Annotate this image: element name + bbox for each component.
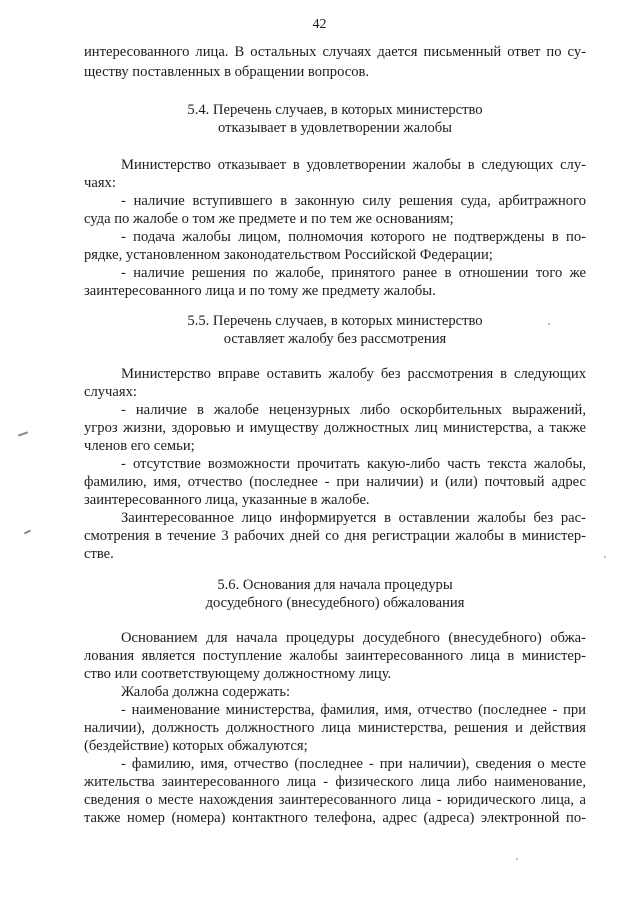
text-line: фамилию, имя, отчество (последнее - при наличии) и (или) почтовый адрес xyxy=(84,474,586,490)
text-line: Министерство отказывает в удовлетворении жалобы в следующих слу- xyxy=(121,157,586,173)
text-line: - фамилию, имя, отчество (последнее - при наличии), сведения о месте xyxy=(121,756,586,772)
scan-dot xyxy=(548,323,550,325)
text-line: суда по жалобе о том же предмете и по тем же основаниям; xyxy=(84,211,454,227)
text-line: 5.6. Основания для начала процедуры xyxy=(217,577,453,593)
text-line: угроз жизни, здоровью и имуществу должностных лиц министерства, а также xyxy=(84,420,586,436)
text-line: жительства заинтересованного лица - физического лица либо наименование, xyxy=(84,774,586,790)
text-line: стве. xyxy=(84,546,114,562)
scan-dot xyxy=(604,556,606,558)
text-line: Основанием для начала процедуры досудебного (внесудебного) обжа- xyxy=(121,630,586,646)
text-line: Жалоба должна содержать: xyxy=(121,684,291,700)
text-line: лования является поступление жалобы заинтересованного лица в министер- xyxy=(84,648,586,664)
text-line: - отсутствие возможности прочитать какую-либо часть текста жалобы, xyxy=(121,456,586,472)
text-line: 5.5. Перечень случаев, в которых министерство xyxy=(187,313,483,329)
scan-mark xyxy=(24,530,31,535)
text-line: отказывает в удовлетворении жалобы xyxy=(218,120,452,136)
text-line: - наличие в жалобе нецензурных либо оскорбительных выражений, xyxy=(121,402,586,418)
text-line: случаях: xyxy=(84,384,137,400)
text-line: заинтересованного лица и по тому же предмету жалобы. xyxy=(84,283,436,299)
text-line: смотрения в течение 3 рабочих дней со дня регистрации жалобы в министер- xyxy=(84,528,586,544)
text-line: досудебного (внесудебного) обжалования xyxy=(205,595,465,611)
text-line: заинтересованного лица, указанные в жалобе. xyxy=(84,492,370,508)
text-line: - наименование министерства, фамилия, имя, отчество (последнее - при xyxy=(121,702,586,718)
text-line: - подача жалобы лицом, полномочия которого не подтверждены в по- xyxy=(121,229,586,245)
text-line: рядке, установленном законодательством Российской Федерации; xyxy=(84,247,493,263)
text-line: чаях: xyxy=(84,175,116,191)
scan-dot xyxy=(516,858,518,860)
text-line: (бездействие) которых обжалуются; xyxy=(84,738,308,754)
text-line: оставляет жалобу без рассмотрения xyxy=(223,331,447,347)
text-line: наличии), должность должностного лица министерства, решения и действия xyxy=(84,720,586,736)
page-number: 42 xyxy=(312,17,327,32)
text-line: ство или соответствующему должностному лицу. xyxy=(84,666,392,682)
text-line: Министерство вправе оставить жалобу без рассмотрения в следующих xyxy=(121,366,586,382)
text-line: ществу поставленных в обращении вопросов. xyxy=(84,64,370,80)
text-line: Заинтересованное лицо информируется в оставлении жалобы без рас- xyxy=(121,510,586,526)
text-line: - наличие решения по жалобе, принятого ранее в отношении того же xyxy=(121,265,586,281)
text-line: интересованного лица. В остальных случаях дается письменный ответ по су- xyxy=(84,44,586,60)
text-line: - наличие вступившего в законную силу решения суда, арбитражного xyxy=(121,193,586,209)
text-line: также номер (номера) контактного телефона, адрес (адреса) электронной по- xyxy=(84,810,586,826)
text-line: 5.4. Перечень случаев, в которых министерство xyxy=(187,102,483,118)
text-line: членов его семьи; xyxy=(84,438,195,454)
scan-mark xyxy=(18,431,28,436)
text-line: сведения о месте нахождения заинтересованного лица - юридического лица, а xyxy=(84,792,586,808)
